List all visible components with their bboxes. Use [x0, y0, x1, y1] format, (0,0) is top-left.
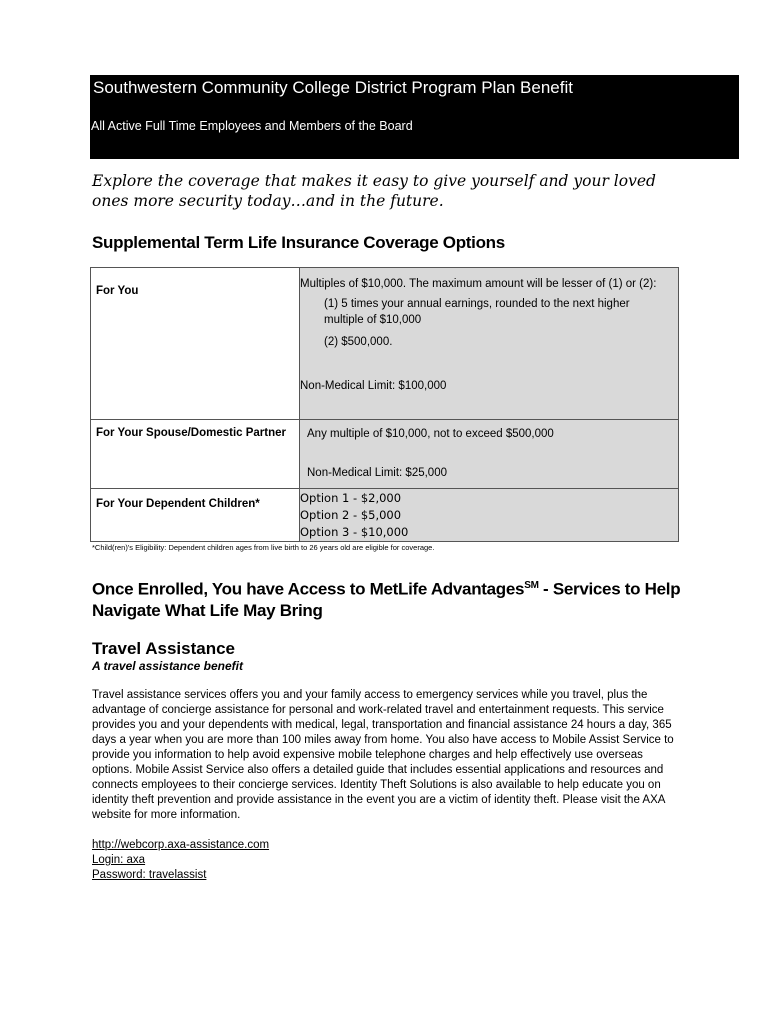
travel-subheading: A travel assistance benefit — [92, 659, 243, 673]
table-row — [91, 268, 679, 420]
row-value-cell — [300, 268, 679, 420]
banner-title: Southwestern Community College District Program Plan Benefit — [93, 78, 573, 97]
row-value-cell — [300, 420, 679, 489]
eligibility-footnote: *Child(ren)'s Eligibility: Dependent children ages from live birth to 26 years old are eligible for coverage. — [92, 543, 435, 552]
you-limit: Non-Medical Limit: $100,000 — [300, 380, 447, 392]
spouse-value: Any multiple of $10,000, not to exceed $500,000 — [307, 428, 554, 440]
table-row — [91, 489, 679, 542]
you-option-1: (1) 5 times your annual earnings, rounded to the next higher multiple of $10,000 — [324, 298, 630, 326]
row-label: For You — [96, 285, 139, 297]
you-intro: Multiples of $10,000. The maximum amount will be lesser of (1) or (2): — [300, 278, 657, 290]
child-option-3: Option 3 - $10,000 — [300, 525, 409, 539]
advantages-heading — [92, 575, 692, 621]
row-label-cell — [91, 489, 300, 542]
banner-subtitle: All Active Full Time Employees and Members of the Board — [91, 119, 413, 133]
table-row — [91, 420, 679, 489]
intro-text: Explore the coverage that makes it easy to give yourself and your loved ones more security today…and in the future. — [92, 172, 656, 210]
login-info: Login: axa — [92, 854, 146, 866]
travel-heading: Travel Assistance — [92, 639, 236, 658]
row-label: For Your Spouse/Domestic Partner — [96, 427, 287, 439]
coverage-table — [90, 267, 679, 542]
row-label-cell — [91, 420, 300, 489]
travel-links — [92, 838, 269, 883]
advantages-heading-text: Once Enrolled, You have Access to MetLife Advantages — [92, 579, 525, 599]
you-option-2: (2) $500,000. — [324, 336, 393, 348]
axa-website-link[interactable]: http://webcorp.axa-assistance.com — [92, 839, 270, 851]
row-value-cell — [300, 489, 679, 542]
child-option-2: Option 2 - $5,000 — [300, 508, 402, 522]
advantages-heading-text-2: - Services to Help Navigate What Life May Bring — [92, 579, 681, 620]
header-banner — [90, 75, 739, 159]
supplemental-heading: Supplemental Term Life Insurance Coverage Options — [92, 233, 505, 252]
child-option-1: Option 1 - $2,000 — [300, 491, 402, 505]
service-mark: SM — [524, 580, 539, 591]
travel-body: Travel assistance services offers you and your family access to emergency services while you travel, plus the advantage of concierge assistance for personal and work-related travel and entertainment requests. This service provides you and your dependents with medical, legal, transportation and financial assistance 24 hours a day, 365 days a year when you are more than 100 miles away from home. You also have access to Mobile Assist Service to provide you information to help avoid expensive mobile telephone charges and help effectively use overseas options. Mobile Assist Service also offers a detailed guide that includes essential applications and resources and connects employees to their concierge services. Identity Theft Solutions is also available to help educate you on identity theft prevention and provide assistance in the event you are a victim of identity theft. Please visit the AXA website for more information. — [92, 689, 674, 821]
row-label: For Your Dependent Children* — [96, 498, 260, 510]
password-info: Password: travelassist — [92, 869, 207, 881]
row-label-cell — [91, 268, 300, 420]
spouse-limit: Non-Medical Limit: $25,000 — [307, 467, 447, 479]
